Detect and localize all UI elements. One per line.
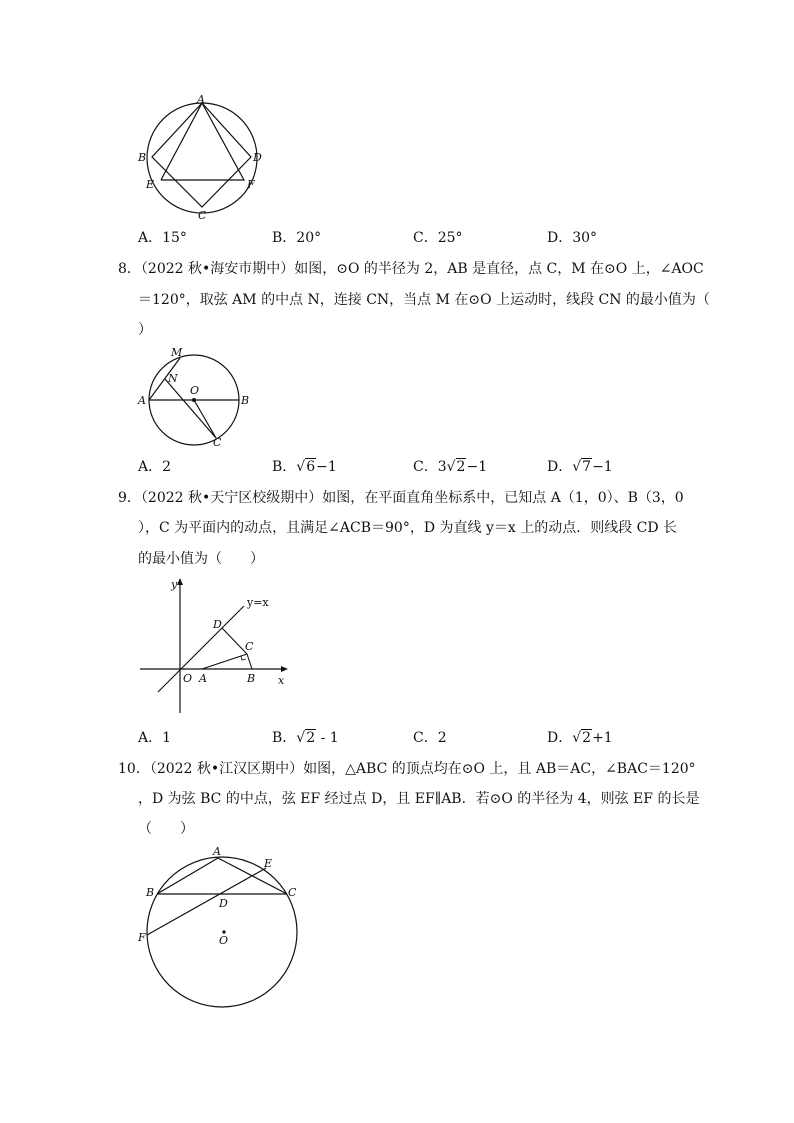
- q8-text-line2: ＝120°，取弦 AM 的中点 N，连接 CN，当点 M 在⊙O 上运动时，线段 CN 的最小值为（: [138, 292, 710, 308]
- q7-option-d: D．30°: [547, 230, 598, 246]
- q10-text-line1: 10．（2022 秋•江汉区期中）如图，△ABC 的顶点均在⊙O 上，且 AB＝AC，∠BAC＝120°: [118, 761, 696, 777]
- q9-label-o: O: [183, 672, 193, 685]
- q9-label-line: y=x: [247, 596, 269, 609]
- q10-label-o: O: [219, 934, 229, 947]
- q8-text-line1: 8．（2022 秋•海安市期中）如图，⊙O 的半径为 2，AB 是直径，点 C，M 在⊙O 上，∠AOC: [118, 261, 704, 277]
- q8-label-a: A: [138, 394, 146, 407]
- q8-label-n: N: [168, 372, 178, 385]
- q9-option-c: C．2: [413, 730, 447, 746]
- q8-label-o: O: [190, 384, 200, 397]
- q7-label-f: F: [247, 178, 255, 191]
- q10-label-d: D: [219, 897, 228, 910]
- q9-text-line3: 的最小值为（ ）: [138, 551, 264, 567]
- q9-option-d: D．√2+1: [547, 730, 613, 746]
- q7-option-c: C．25°: [413, 230, 463, 246]
- q9-label-b: B: [247, 672, 256, 685]
- q7-label-b: B: [138, 151, 147, 164]
- q9-text-line2: ），C 为平面内的动点，且满足∠ACB＝90°，D 为直线 y＝x 上的动点．则线段 CD 长: [138, 520, 678, 536]
- q10-label-a: A: [213, 845, 221, 858]
- q8-label-b: B: [241, 394, 250, 407]
- q8-option-b: B．√6−1: [272, 459, 337, 475]
- q9-label-d: D: [213, 618, 222, 631]
- q8-option-c: C．3√2−1: [413, 459, 488, 475]
- q7-option-a: A．15°: [138, 230, 187, 246]
- q8-text-line3: ）: [138, 322, 152, 338]
- q10-label-b: B: [146, 886, 155, 899]
- q7-option-b: B．20°: [272, 230, 322, 246]
- q8-option-a: A．2: [138, 459, 172, 475]
- q10-text-line2: ，D 为弦 BC 的中点，弦 EF 经过点 D，且 EF∥AB．若⊙O 的半径为 4，则弦 EF 的长是: [138, 791, 700, 807]
- q10-label-c: C: [288, 886, 297, 899]
- q8-label-m: M: [171, 346, 183, 359]
- q9-label-x-axis: x: [278, 674, 285, 687]
- q10-label-f: F: [138, 931, 146, 944]
- q9-label-y-axis: y: [171, 578, 178, 591]
- q7-label-c: C: [198, 209, 207, 222]
- q9-label-c: C: [245, 640, 254, 653]
- q7-label-e: E: [146, 178, 155, 191]
- q9-label-a: A: [199, 672, 207, 685]
- q9-option-a: A．1: [138, 730, 172, 746]
- q9-option-b: B．√2 - 1: [272, 730, 339, 746]
- q10-label-e: E: [264, 857, 273, 870]
- q9-text-line1: 9．（2022 秋•天宁区校级期中）如图，在平面直角坐标系中，已知点 A（1，0）、B（3，0: [118, 490, 684, 506]
- q10-text-line3: （ ）: [138, 821, 194, 837]
- q7-label-a: A: [197, 93, 205, 106]
- q8-label-c: C: [213, 436, 222, 449]
- q7-label-d: D: [253, 151, 262, 164]
- q8-option-d: D．√7−1: [547, 459, 613, 475]
